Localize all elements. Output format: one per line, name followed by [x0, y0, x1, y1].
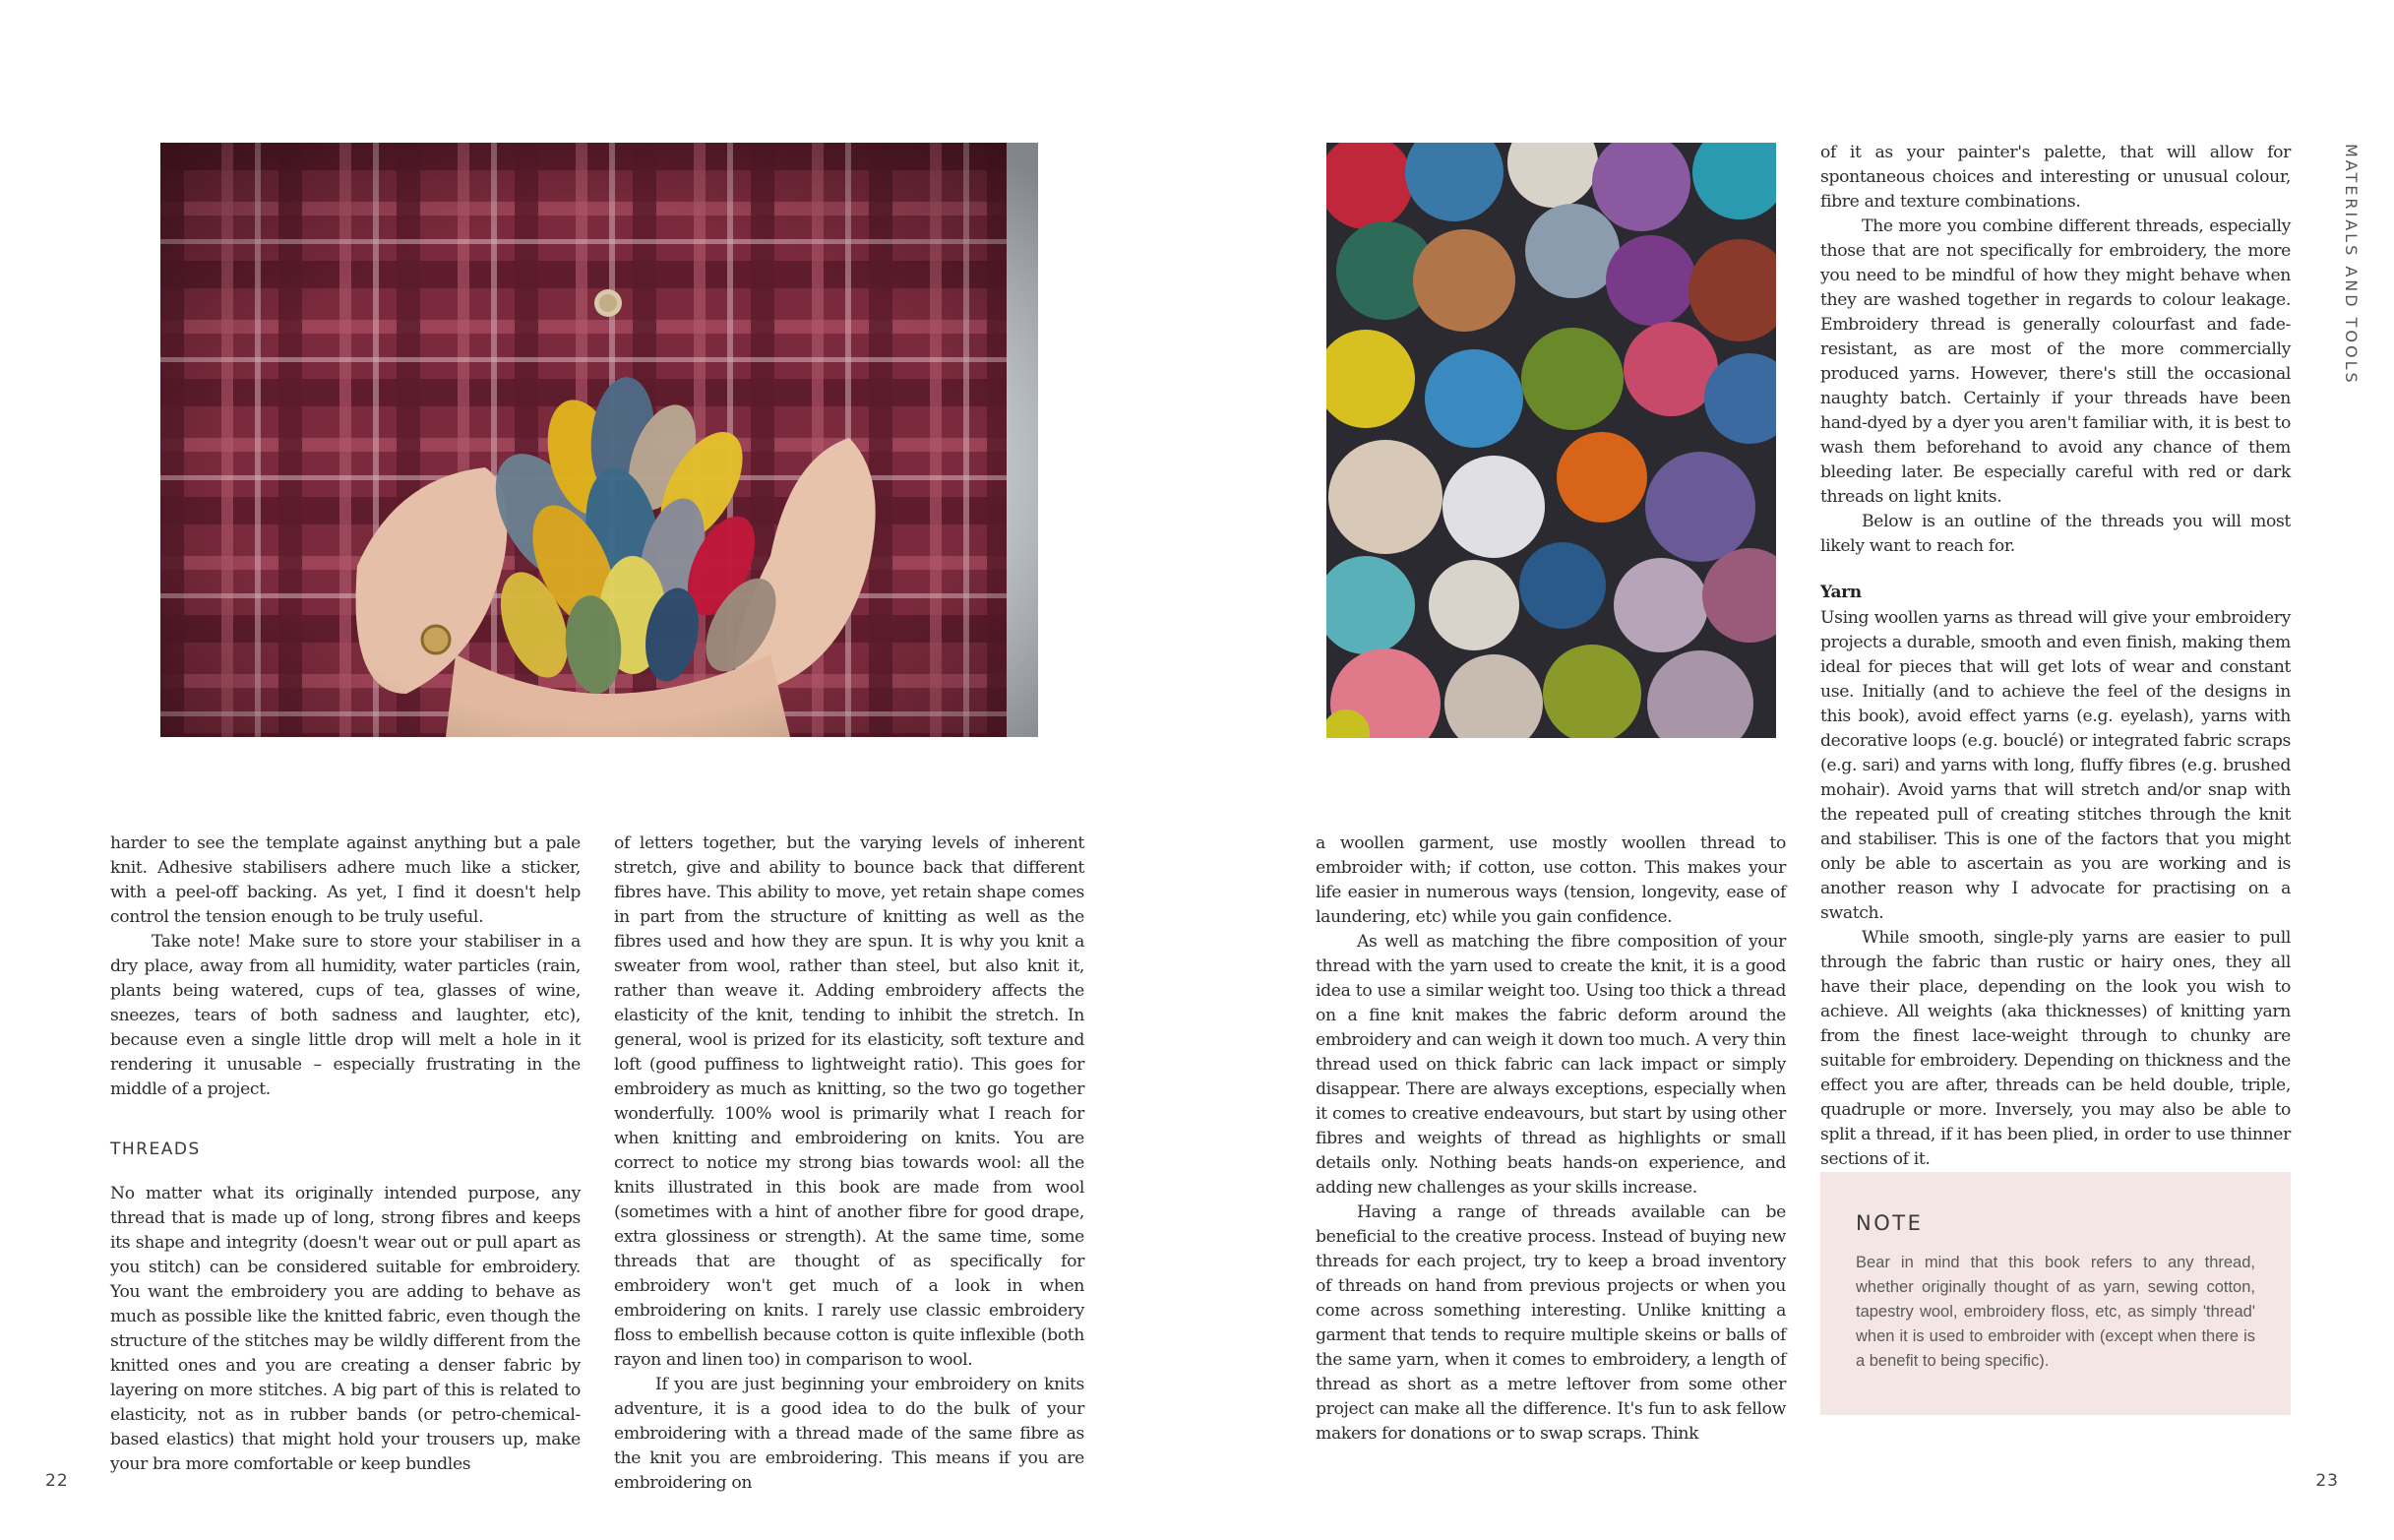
- paragraph: No matter what its originally intended purpose, any thread that is made up of long, strong fibres and keeps its shape and integrity (doesn't wear out or pull apart as you stitch) can be considered suitable for embroidery. You want the embroidery you are adding to behave as much as possible like the knitted fabric, even though the structure of the stitches may be wildly different from the knitted ones and you are creating a denser fabric by layering on more stitches. A big part of this is related to elasticity, not as in rubber bands (or petro-chemical-based elastics) that might hold your trousers up, make your bra more comfortable or keep bundles: [110, 1184, 581, 1474]
- section-heading-threads: THREADS: [110, 1140, 201, 1159]
- text-column-2: [614, 832, 1084, 1496]
- text-column-4: [1820, 141, 2291, 1172]
- paragraph: If you are just beginning your embroidery on knits adventure, it is a good idea to do the bulk of your embroidering with a thread made of the same fibre as the knit you are embroidering. This means if you are embroidering on: [614, 1375, 1084, 1493]
- text-column-3: [1316, 832, 1786, 1447]
- note-box: [1820, 1172, 2291, 1415]
- paragraph: Below is an outline of the threads you will most likely want to reach for.: [1820, 512, 2291, 556]
- note-text: Bear in mind that this book refers to any thread, whether originally thought of as yarn, sewing cotton, tapestry wool, embroidery floss, etc, as simply 'thread' when it is used to embroider with (except when there is a benefit to being specific).: [1856, 1254, 2255, 1370]
- paragraph: While smooth, single-ply yarns are easier to pull through the fabric than rustic or hairy ones, they all have their place, depending on the look you wish to achieve. All weights (aka thicknesses) of knitting yarn from the finest lace-weight through to chunky are suitable for embroidery. Depending on thickness and the effect you are after, threads can be held double, triple, quadruple or more. Inversely, you may also be able to split a thread, if it has been plied, in order to use thinner sections of it.: [1820, 928, 2291, 1169]
- paragraph: The more you combine different threads, especially those that are not specifically for embroidery, the more you need to be mindful of how they might behave when they are washed together in regards to colour leakage. Embroidery thread is generally colourfast and fade-resistant, as are most of the more commercially produced yarns. However, there's still the occasional naughty batch. Certainly if your threads have been hand-dyed by a dyer you aren't familiar with, it is best to wash them beforehand to avoid any chance of them bleeding later. Be especially careful with red or dark threads on light knits.: [1820, 216, 2291, 507]
- paragraph: Take note! Make sure to store your stabiliser in a dry place, away from all humidity, water particles (rain, plants being watered, cups of tea, glasses of wine, sneezes, tears of both sadness and laughter, etc), because even a single little drop will melt a hole in it rendering it unusable – especially frustrating in the middle of a project.: [110, 932, 581, 1099]
- subheading-yarn: Yarn: [1820, 583, 1862, 602]
- paragraph: As well as matching the fibre composition of your thread with the yarn used to create the knit, it is a good idea to use a similar weight too. Using too thick a thread on a fine knit makes the fabric deform around the embroidery and can weigh it down too much. A very thin thread used on thick fabric can lack impact or simply disappear. There are always exceptions, especially when it comes to creative endeavours, but start by using other fibres and weights of thread as highlights or small details only. Nothing beats hands-on experience, and adding new challenges as your skills increase.: [1316, 932, 1786, 1198]
- paragraph: Using woollen yarns as thread will give your embroidery projects a durable, smooth and even finish, making them ideal for pieces that will get lots of wear and constant use. Initially (and to achieve the feel of the designs in this book), avoid effect yarns (e.g. eyelash), yarns with decorative loops (e.g. bouclé) or integrated fabric scraps (e.g. sari) and yarns with long, fluffy fibres (e.g. brushed mohair). Avoid yarns that will stretch and/or snap with the repeated pull of creating stitches through the knit and stabiliser. This is one of the factors that you might only be able to ascertain as you are working and is another reason why I advocate for practising on a swatch.: [1820, 608, 2291, 923]
- paragraph: Having a range of threads available can be beneficial to the creative process. Instead of buying new threads for each project, try to keep a broad inventory of threads on hand from previous projects or when you come across something interesting. Unlike knitting a garment that tends to require multiple skeins or balls of the same yarn, when it comes to embroidery, a length of thread as short as a metre leftover from some other project can make all the difference. It's fun to ask fellow makers for donations or to swap scraps. Think: [1316, 1202, 1786, 1444]
- page-number-left: 22: [45, 1471, 69, 1491]
- text-column-1: [110, 832, 581, 1477]
- photo-yarn-balls: [1326, 143, 1776, 738]
- paragraph: of letters together, but the varying levels of inherent stretch, give and ability to bounce back that different fibres have. This ability to move, yet retain shape comes in part from the structure of knitting as well as the fibres used and how they are spun. It is why you knit a sweater from wool, rather than steel, but also knit it, rather than weave it. Adding embroidery affects the elasticity of the knit, tending to inhibit the stretch. In general, wool is prized for its elasticity, soft texture and loft (good puffiness to lightweight ratio). This goes for embroidery as much as knitting, so the two go together wonderfully. 100% wool is primarily what I reach for when knitting and embroidering on knits. You are correct to notice my strong bias towards wool: all the knits illustrated in this book are made from wool (sometimes with a hint of another fibre for good drape, extra glossiness or strength). At the same time, some threads that are thought of as specifically for embroidery won't get much of a look in when embroidering on knits. I rarely use classic embroidery floss to embellish because cotton is quite inflexible (both rayon and linen too) in comparison to wool.: [614, 833, 1084, 1370]
- page-number-right: 23: [2315, 1471, 2339, 1491]
- photo-hands-holding-yarn: [160, 143, 1038, 737]
- note-title: NOTE: [1856, 1211, 1924, 1235]
- paragraph: harder to see the template against anything but a pale knit. Adhesive stabilisers adhere much like a sticker, with a peel-off backing. As yet, I find it doesn't help control the tension enough to be truly useful.: [110, 833, 581, 927]
- paragraph: of it as your painter's palette, that will allow for spontaneous choices and interesting or unusual colour, fibre and texture combinations.: [1820, 143, 2291, 212]
- running-head: MATERIALS AND TOOLS: [2342, 144, 2361, 386]
- paragraph: a woollen garment, use mostly woollen thread to embroider with; if cotton, use cotton. This makes your life easier in numerous ways (tension, longevity, ease of laundering, etc) while you gain confidence.: [1316, 833, 1786, 927]
